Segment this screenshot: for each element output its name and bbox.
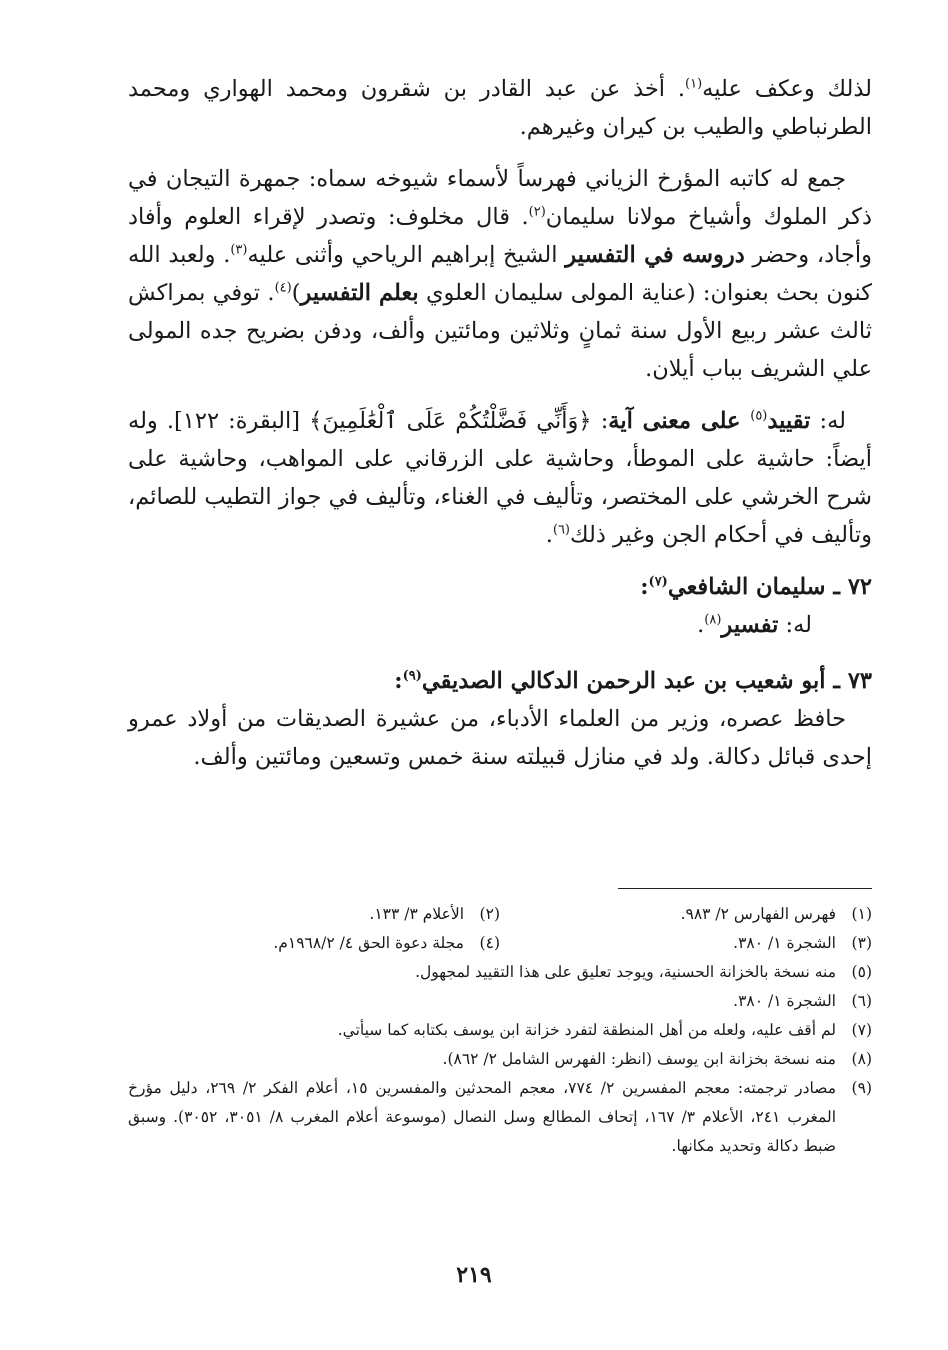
text-run: له: (810, 408, 847, 434)
text-run: . توفي بمراكش ثالث عشر ربيع الأول سنة ثمانٍ وثلاثين ومائتين وألف، ودفن بضريح جده المولى علي الشريف بباب أيلان. (128, 280, 872, 382)
text-run: : (640, 574, 649, 600)
text-run: . ولعبد الله كنون بحث بعنوان: (عناية المولى سليمان العلوي (128, 242, 873, 306)
footnote-text: مجلة دعوة الحق ٤/ ١٩٦٨/٢م. (273, 934, 464, 952)
text-run: . (697, 612, 705, 638)
entry-name: سليمان الشافعي (667, 574, 826, 600)
footnote-row (128, 900, 872, 929)
footnote-ref-8[interactable]: (٨) (704, 612, 722, 628)
page-number: ٢١٩ (456, 1262, 492, 1288)
paragraph-1 (128, 70, 872, 146)
footnote-2 (128, 900, 500, 929)
entry-72-work (128, 606, 872, 644)
text-run: جمع له كاتبه المؤرخ الزياني فهرساً لأسماء شيوخه سماه: جمهرة التيجان في ذكر الملوك وأشياخ مولانا سليمان (128, 166, 872, 230)
entry-73-text (128, 700, 872, 776)
text-run: حافظ عصره، وزير من العلماء الأدباء، من عشيرة الصديقات من أولاد عمرو إحدى قبائل دكالة. ولد في منازل قبيلته سنة خمس وتسعين ومائتين وألف. (128, 706, 872, 770)
footnote-3 (500, 929, 872, 958)
footnotes (128, 900, 872, 1161)
footnote-number: (٨) (851, 1050, 872, 1068)
footnote-ref-2[interactable]: (٢) (528, 204, 546, 220)
text-run: : (394, 668, 403, 694)
text-run: لذلك وعكف عليه (702, 76, 872, 102)
footnote-8 (128, 1045, 872, 1074)
footnote-text: الأعلام ٣/ ١٣٣. (369, 905, 464, 923)
footnote-ref-6[interactable]: (٦) (552, 522, 570, 538)
footnote-ref-3[interactable]: (٣) (230, 242, 248, 258)
text-run: : ﴿وَأَنِّي فَضَّلْتُكُمْ عَلَى ٱلْعَٰلَمِينَ﴾ [البقرة: ١٢٢]. وله أيضاً: حاشية على الموطأ، وحاشية على الزرقاني على المواهب، وحاشية على شرح الخرشي على المختصر، وتأليف في الغناء، وتأليف في جواز التطيب للصائم، وتأليف في أحكام الجن وغير ذلك (128, 408, 872, 548)
footnote-number: (٦) (851, 992, 872, 1010)
footnote-text: الشجرة ١/ ٣٨٠. (733, 992, 836, 1010)
footnote-ref-1[interactable]: (١) (685, 76, 703, 92)
entry-number: ٧٢ ـ (833, 574, 872, 600)
footnote-ref-5[interactable]: (٥) (750, 408, 768, 424)
footnote-number: (٥) (851, 963, 872, 981)
bold-phrase: على معنى آية (608, 408, 751, 434)
footnote-4 (128, 929, 500, 958)
footnote-number: (١) (851, 905, 872, 923)
footnote-text: لم أقف عليه، ولعله من أهل المنطقة لتفرد خزانة ابن يوسف بكتابه كما سيأتي. (337, 1021, 836, 1039)
entry-number: ٧٣ ـ (833, 668, 872, 694)
paragraph-3 (128, 402, 872, 554)
footnote-9 (128, 1074, 872, 1161)
footnote-ref-4[interactable]: (٤) (274, 280, 292, 296)
footnote-number: (٤) (479, 934, 500, 952)
text-run: ) (291, 280, 301, 306)
bold-phrase: دروسه في التفسير (565, 242, 745, 268)
footnote-row (128, 929, 872, 958)
text-run: له: (778, 612, 812, 638)
footnote-5 (128, 958, 872, 987)
text-run: الشيخ إبراهيم الرياحي وأثنى عليه (247, 242, 566, 268)
footnote-ref-7[interactable]: (٧) (648, 574, 668, 590)
footnote-7 (128, 1016, 872, 1045)
footnote-text: منه نسخة بخزانة ابن يوسف (انظر: الفهرس الشامل ٢/ ٨٦٢). (442, 1050, 836, 1068)
bold-phrase: تقييد (767, 408, 811, 434)
entry-73-heading (128, 662, 872, 700)
entry-name: أبو شعيب بن عبد الرحمن الدكالي الصديقي (421, 668, 826, 694)
footnote-1 (500, 900, 872, 929)
entry-72-heading (128, 568, 872, 606)
bold-phrase: بعلم التفسير (300, 280, 419, 306)
footnote-text: فهرس الفهارس ٢/ ٩٨٣. (680, 905, 836, 923)
footnote-number: (٩) (851, 1079, 872, 1097)
footnote-separator (618, 888, 872, 889)
footnote-number: (٣) (851, 934, 872, 952)
text-run: . قال مخلوف: وتصدر لإقراء العلوم وأفاد وأجاد، وحضر (128, 204, 872, 268)
text-run: . (545, 522, 553, 548)
bold-phrase: تفسير (721, 612, 779, 638)
footnote-number: (٢) (479, 905, 500, 923)
footnote-text: منه نسخة بالخزانة الحسنية، ويوجد تعليق على هذا التقييد لمجهول. (415, 963, 836, 981)
text-run: . أخذ عن عبد القادر بن شقرون ومحمد الهواري ومحمد الطرنباطي والطيب بن كيران وغيرهم. (128, 76, 872, 140)
footnote-ref-9[interactable]: (٩) (402, 668, 422, 684)
footnote-6 (128, 987, 872, 1016)
main-text (128, 70, 872, 790)
footnote-number: (٧) (851, 1021, 872, 1039)
paragraph-2 (128, 160, 872, 388)
footnote-text: مصادر ترجمته: معجم المفسرين ٢/ ٧٧٤، معجم المحدثين والمفسرين ١٥، أعلام الفكر ٢/ ٢٦٩، دليل مؤرخ المغرب ٢٤١، الأعلام ٣/ ١٦٧، إتحاف المطالع وسل النصال (موسوعة أعلام المغرب ٨/ ٣٠٥١، ٣٠٥٢). وسبق ضبط دكالة وتحديد مكانها. (128, 1079, 837, 1155)
footnote-text: الشجرة ١/ ٣٨٠. (733, 934, 836, 952)
